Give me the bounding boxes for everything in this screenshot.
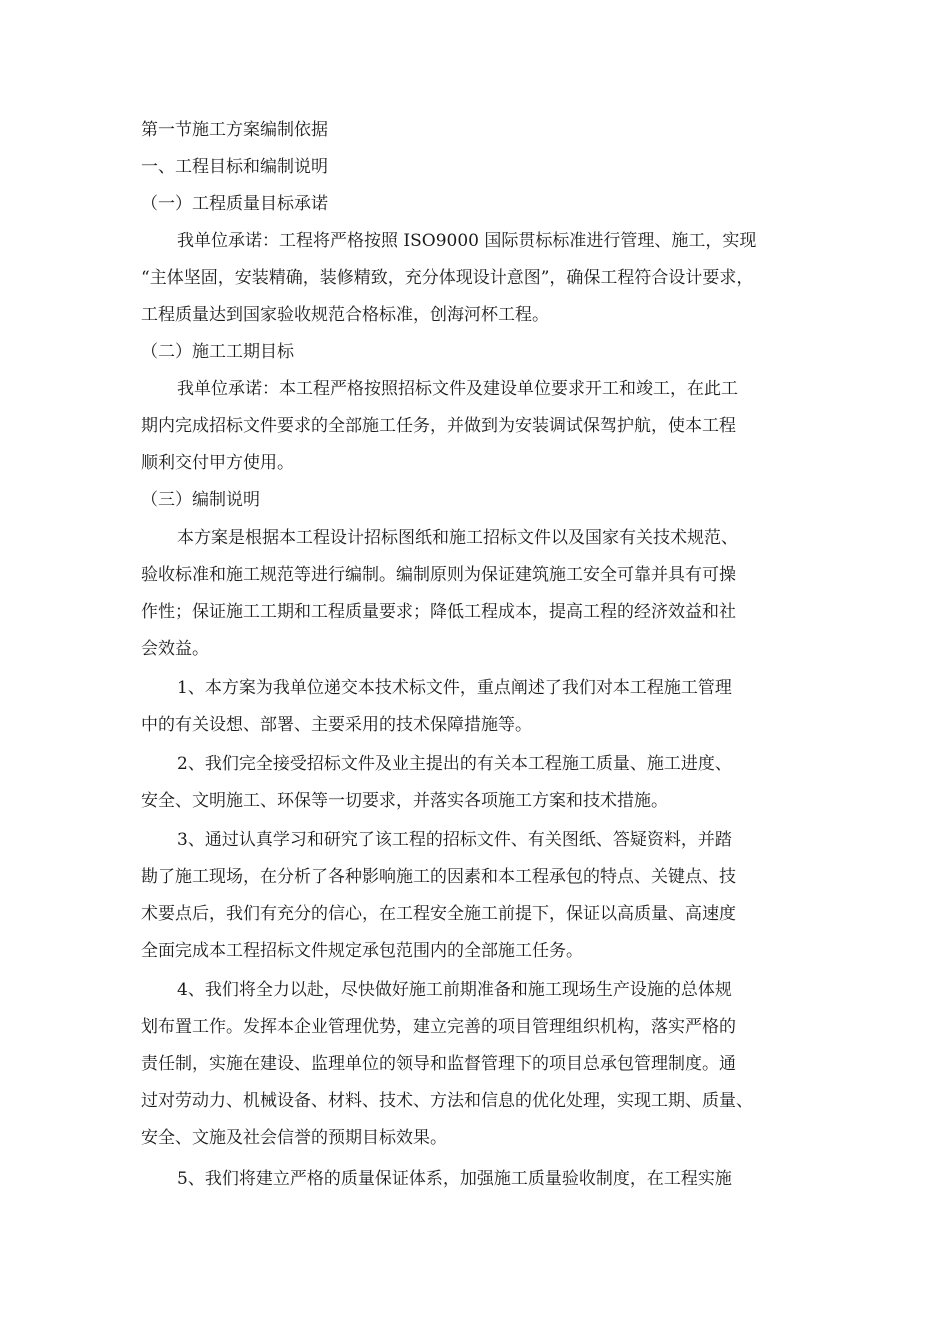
list-item-3-line: 3、通过认真学习和研究了该工程的招标文件、有关图纸、答疑资料，并踏 xyxy=(177,830,732,850)
paragraph-line: 期内完成招标文件要求的全部施工任务，并做到为安装调试保驾护航，使本工程 xyxy=(141,416,736,436)
subheading-quality-commitment: （一）工程质量目标承诺 xyxy=(141,194,328,214)
paragraph-line: 本方案是根据本工程设计招标图纸和施工招标文件以及国家有关技术规范、 xyxy=(177,528,738,548)
list-item-2-line: 2、我们完全接受招标文件及业主提出的有关本工程施工质量、施工进度、 xyxy=(177,754,732,774)
list-item-5-line: 5、我们将建立严格的质量保证体系，加强施工质量验收制度，在工程实施 xyxy=(177,1169,732,1189)
heading-goals-and-notes: 一、工程目标和编制说明 xyxy=(141,157,328,177)
list-item-2-line: 安全、文明施工、环保等一切要求，并落实各项施工方案和技术措施。 xyxy=(141,791,668,811)
list-item-4-line: 4、我们将全力以赴，尽快做好施工前期准备和施工现场生产设施的总体规 xyxy=(177,980,732,1000)
paragraph-line: 我单位承诺：工程将严格按照 ISO9000 国际贯标标准进行管理、施工，实现 xyxy=(177,231,757,251)
paragraph-line: 作性；保证施工工期和工程质量要求；降低工程成本，提高工程的经济效益和社 xyxy=(141,602,736,622)
list-item-4-line: 划布置工作。发挥本企业管理优势，建立完善的项目管理组织机构，落实严格的 xyxy=(141,1017,736,1037)
list-item-4-line: 安全、文施及社会信誉的预期目标效果。 xyxy=(141,1128,447,1148)
list-item-3-line: 勘了施工现场，在分析了各种影响施工的因素和本工程承包的特点、关键点、技 xyxy=(141,867,736,887)
paragraph-line: 顺利交付甲方使用。 xyxy=(141,453,294,473)
list-item-3-line: 全面完成本工程招标文件规定承包范围内的全部施工任务。 xyxy=(141,941,583,961)
subheading-compilation-notes: （三）编制说明 xyxy=(141,490,260,510)
list-item-1-line: 中的有关设想、部署、主要采用的技术保障措施等。 xyxy=(141,715,532,735)
list-item-4-line: 责任制，实施在建设、监理单位的领导和监督管理下的项目总承包管理制度。通 xyxy=(141,1054,736,1074)
paragraph-line: 会效益。 xyxy=(141,639,209,659)
paragraph-line: 工程质量达到国家验收规范合格标准，创海河杯工程。 xyxy=(141,305,549,325)
subheading-schedule-goal: （二）施工工期目标 xyxy=(141,342,294,362)
paragraph-line: “主体坚固，安装精确，装修精致，充分体现设计意图”，确保工程符合设计要求， xyxy=(141,268,754,288)
paragraph-line: 我单位承诺：本工程严格按照招标文件及建设单位要求开工和竣工，在此工 xyxy=(177,379,738,399)
list-item-3-line: 术要点后，我们有充分的信心，在工程安全施工前提下，保证以高质量、高速度 xyxy=(141,904,736,924)
list-item-4-line: 过对劳动力、机械设备、材料、技术、方法和信息的优化处理，实现工期、质量、 xyxy=(141,1091,753,1111)
section-title: 第一节施工方案编制依据 xyxy=(141,120,328,140)
list-item-1-line: 1、本方案为我单位递交本技术标文件，重点阐述了我们对本工程施工管理 xyxy=(177,678,732,698)
paragraph-line: 验收标准和施工规范等进行编制。编制原则为保证建筑施工安全可靠并具有可操 xyxy=(141,565,736,585)
